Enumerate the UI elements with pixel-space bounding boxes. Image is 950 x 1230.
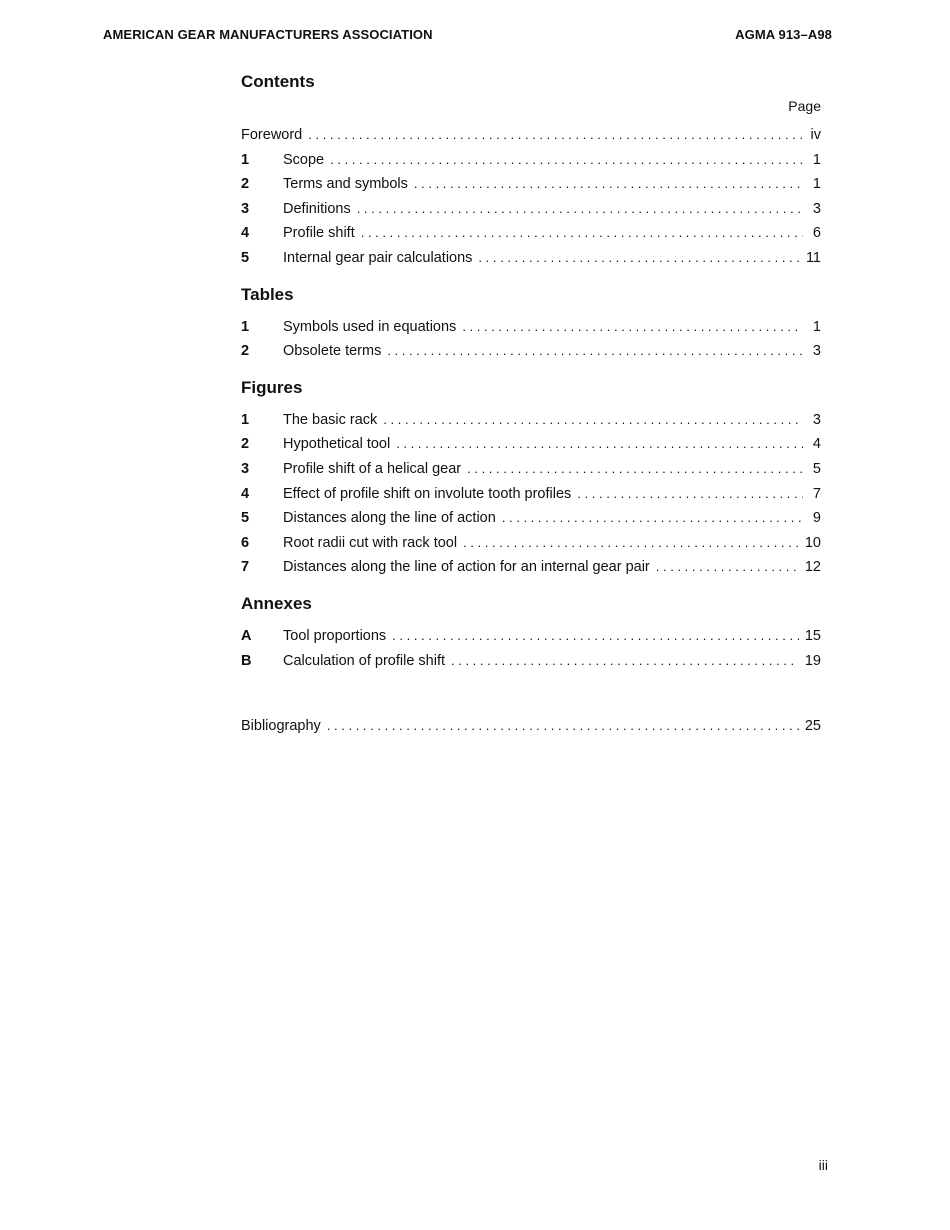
- figures-entry[interactable]: [241, 555, 821, 580]
- figures-title: Figures: [241, 377, 303, 397]
- header-organization: AMERICAN GEAR MANUFACTURERS ASSOCIATION: [103, 27, 433, 42]
- dot-leader: [467, 457, 803, 482]
- toc-entry-label: Symbols used in equations: [283, 318, 457, 335]
- annexes-entry[interactable]: [241, 624, 821, 649]
- dot-leader: [656, 555, 799, 580]
- contents-list: [241, 148, 821, 271]
- figures-entry[interactable]: [241, 531, 821, 556]
- toc-entry-page: 3: [812, 411, 821, 428]
- toc-entry-page: 1: [812, 318, 821, 335]
- tables-title: Tables: [241, 284, 294, 304]
- toc-entry-label: Effect of profile shift on involute tooth profiles: [283, 485, 572, 502]
- toc-entry-number: B: [241, 652, 252, 669]
- toc-entry-foreword[interactable]: [241, 123, 821, 148]
- toc-entry-number: 4: [241, 485, 250, 502]
- figures-entry[interactable]: [241, 482, 821, 507]
- contents-entry[interactable]: [241, 221, 821, 246]
- contents-title: Contents: [241, 72, 315, 91]
- toc-entry-page: iv: [810, 127, 821, 143]
- toc-entry-page: 1: [812, 151, 821, 168]
- footer-page-number: iii: [818, 1157, 828, 1173]
- figures-entry[interactable]: [241, 506, 821, 531]
- toc-entry-page: 12: [804, 559, 821, 576]
- contents-entry[interactable]: [241, 197, 821, 222]
- dot-leader: [478, 246, 800, 271]
- toc-entry-label: Terms and symbols: [283, 176, 408, 193]
- tables-entry[interactable]: [241, 315, 821, 340]
- toc-entry-number: 6: [241, 534, 250, 551]
- contents-entry[interactable]: [241, 172, 821, 197]
- dot-leader: [462, 315, 803, 340]
- toc-entry-bibliography[interactable]: [241, 714, 821, 739]
- toc-entry-label: Root radii cut with rack tool: [283, 534, 458, 551]
- dot-leader: [414, 172, 803, 197]
- dot-leader: [357, 197, 803, 222]
- figures-entry[interactable]: [241, 408, 821, 433]
- toc-entry-label: Foreword: [241, 127, 303, 143]
- toc-entry-label: Definitions: [283, 200, 351, 217]
- dot-leader: [577, 482, 803, 507]
- toc-entry-page: 25: [804, 718, 821, 735]
- tables-list: [241, 315, 821, 364]
- toc-entry-number: 4: [241, 225, 250, 242]
- annexes-title: Annexes: [241, 593, 312, 613]
- toc-entry-page: 1: [812, 176, 821, 193]
- dot-leader: [387, 339, 803, 364]
- toc-entry-number: 2: [241, 436, 250, 453]
- toc-entry-page: 10: [804, 534, 821, 551]
- toc-entry-label: Tool proportions: [283, 627, 387, 644]
- toc-entry-page: 11: [805, 249, 821, 266]
- toc-entry-number: 7: [241, 559, 250, 576]
- toc-entry-number: 1: [241, 411, 250, 428]
- toc-entry-page: 3: [812, 343, 821, 360]
- toc-entry-page: 7: [812, 485, 821, 502]
- figures-entry[interactable]: [241, 457, 821, 482]
- header-document-id: AGMA 913–A98: [735, 27, 832, 42]
- toc-entry-page: 5: [812, 460, 821, 477]
- toc-entry-number: 2: [241, 343, 250, 360]
- toc-entry-label: Distances along the line of action: [283, 510, 496, 527]
- figures-entry[interactable]: [241, 432, 821, 457]
- toc-entry-page: 9: [812, 510, 821, 527]
- toc-entry-label: Profile shift: [283, 225, 355, 242]
- toc-entry-number: 3: [241, 460, 250, 477]
- figures-list: [241, 408, 821, 580]
- annexes-entry[interactable]: [241, 649, 821, 674]
- dot-leader: [361, 221, 803, 246]
- page-column-label: Page: [788, 98, 821, 114]
- toc-entry-page: 19: [804, 652, 821, 669]
- toc-entry-number: 5: [241, 249, 250, 266]
- toc-entry-label: Calculation of profile shift: [283, 652, 445, 669]
- toc-entry-number: 2: [241, 176, 250, 193]
- toc-entry-label: Bibliography: [241, 718, 321, 735]
- toc-entry-label: Profile shift of a helical gear: [283, 460, 462, 477]
- dot-leader: [502, 506, 803, 531]
- toc-entry-label: Scope: [283, 151, 325, 168]
- toc-entry-number: A: [241, 627, 252, 644]
- contents-entry[interactable]: [241, 246, 821, 271]
- toc-entry-label: The basic rack: [283, 411, 378, 428]
- toc-entry-label: Hypothetical tool: [283, 436, 391, 453]
- dot-leader: [451, 649, 799, 674]
- dot-leader: [463, 531, 799, 556]
- toc-entry-number: 3: [241, 200, 250, 217]
- dot-leader: [308, 123, 803, 148]
- tables-entry[interactable]: [241, 339, 821, 364]
- toc-entry-number: 5: [241, 510, 250, 527]
- dot-leader: [327, 714, 799, 739]
- toc-entry-number: 1: [241, 151, 250, 168]
- toc-entry-page: 6: [812, 225, 821, 242]
- toc-entry-page: 15: [804, 627, 821, 644]
- toc-entry-number: 1: [241, 318, 250, 335]
- dot-leader: [392, 624, 799, 649]
- toc-entry-page: 4: [812, 436, 821, 453]
- dot-leader: [396, 432, 803, 457]
- dot-leader: [330, 148, 803, 173]
- table-of-contents: [241, 70, 821, 739]
- dot-leader: [383, 408, 803, 433]
- toc-entry-label: Obsolete terms: [283, 343, 382, 360]
- toc-entry-label: Distances along the line of action for an internal gear pair: [283, 559, 650, 576]
- toc-entry-label: Internal gear pair calculations: [283, 249, 473, 266]
- toc-entry-page: 3: [812, 200, 821, 217]
- contents-entry[interactable]: [241, 148, 821, 173]
- annexes-list: [241, 624, 821, 673]
